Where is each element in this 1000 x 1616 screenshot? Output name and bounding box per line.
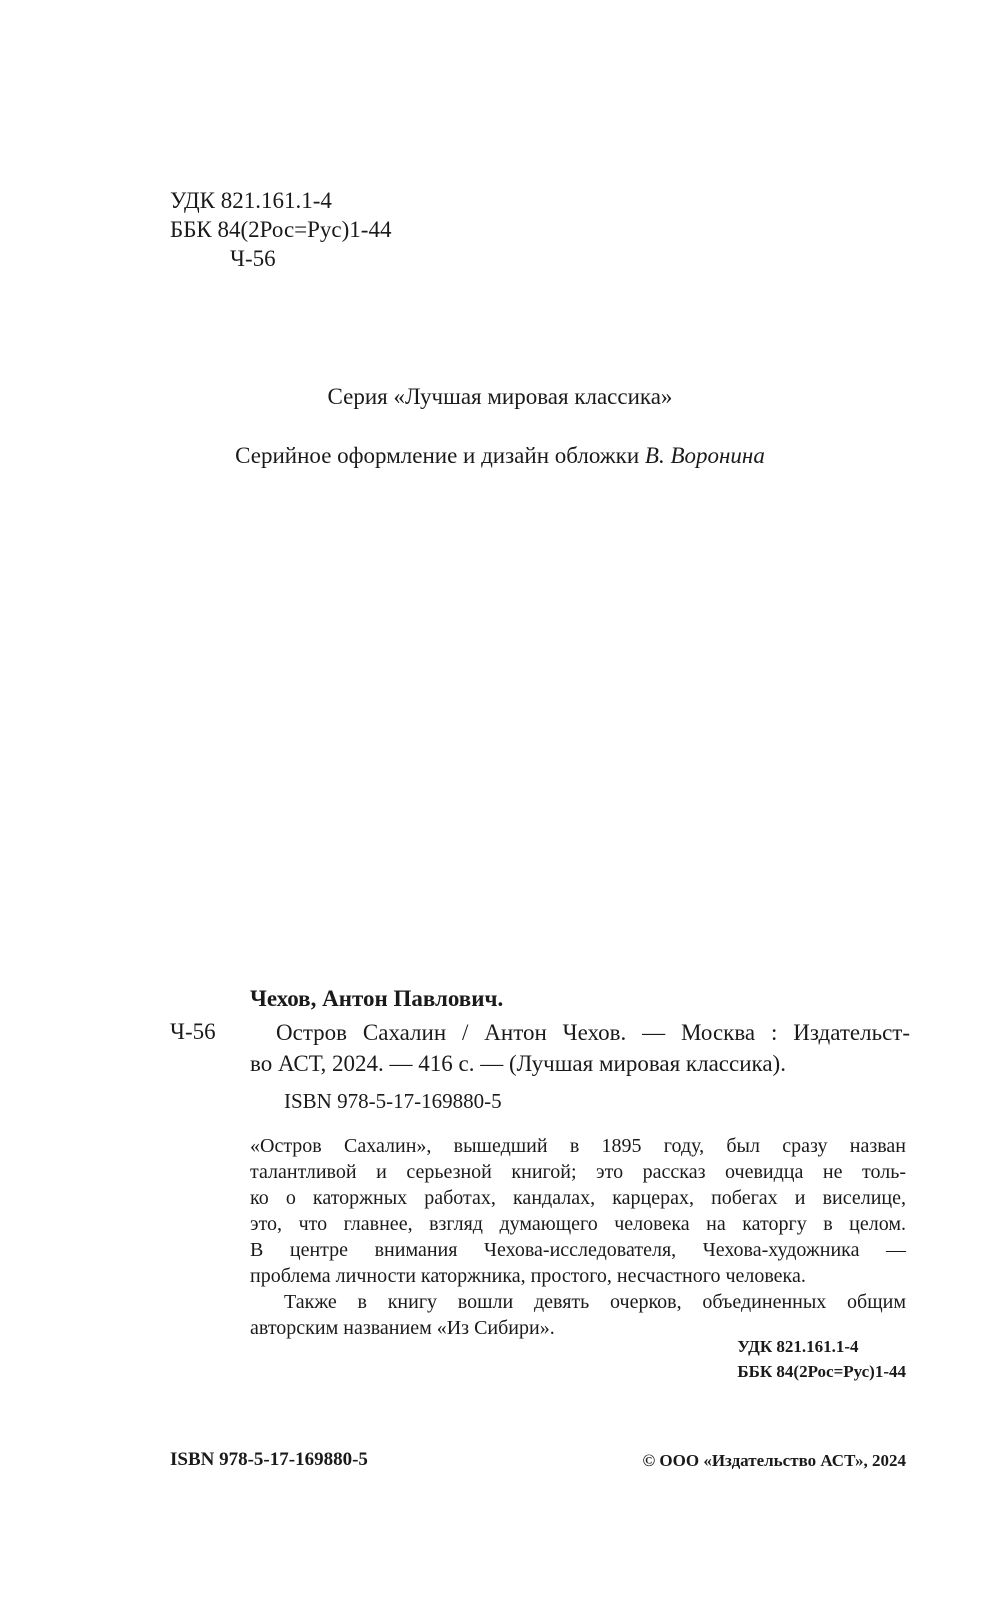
biblio-line-1: Остров Сахалин / Антон Чехов. — Москва : Издательст- [276, 1020, 910, 1045]
catalog-author: Чехов, Антон Павлович. [250, 986, 504, 1011]
bbk-code: ББК 84(2Рос=Рус)1-44 [170, 217, 392, 242]
annotation-line: проблема личности каторжника, простого, несчастного человека. [250, 1265, 806, 1287]
author-mark: Ч-56 [230, 246, 276, 271]
annotation [250, 1133, 906, 1341]
annotation-line: ко о каторжных работах, кандалах, карцерах, побегах и виселице, [250, 1187, 906, 1209]
bibliographic-description [250, 1017, 910, 1079]
designer-name: В. Воронина [644, 443, 765, 468]
series-title: Серия «Лучшая мировая классика» [327, 384, 673, 409]
catalog-bbk: ББК 84(2Рос=Рус)1-44 [737, 1362, 906, 1381]
catalog-udk: УДК 821.161.1-4 [737, 1337, 859, 1356]
design-credit [0, 441, 1000, 471]
catalog-codes [737, 1334, 906, 1384]
copyright-notice: © ООО «Издательство АСТ», 2024 [642, 1451, 906, 1470]
annotation-line: это, что главнее, взгляд думающего человека на каторгу в целом. [250, 1213, 906, 1235]
annotation-line: Также в книгу вошли девять очерков, объединенных общим [284, 1291, 906, 1313]
udk-code: УДК 821.161.1-4 [170, 188, 332, 213]
classification-codes [170, 186, 391, 273]
biblio-line-2: во АСТ, 2024. — 416 с. — (Лучшая мировая классика). [250, 1051, 786, 1076]
design-credit-text: Серийное оформление и дизайн обложки [235, 443, 640, 468]
catalog-side-code: Ч-56 [170, 1019, 216, 1044]
annotation-line: авторским названием «Из Сибири». [250, 1317, 555, 1339]
annotation-line: «Остров Сахалин», вышедший в 1895 году, был сразу назван [250, 1135, 906, 1157]
footer-isbn: ISBN 978-5-17-169880-5 [170, 1449, 368, 1470]
annotation-line: В центре внимания Чехова-исследователя, Чехова-художника — [250, 1239, 906, 1261]
annotation-line: талантливой и серьезной книгой; это рассказ очевидца не толь- [250, 1161, 906, 1183]
catalog-isbn: ISBN 978-5-17-169880-5 [284, 1089, 502, 1113]
